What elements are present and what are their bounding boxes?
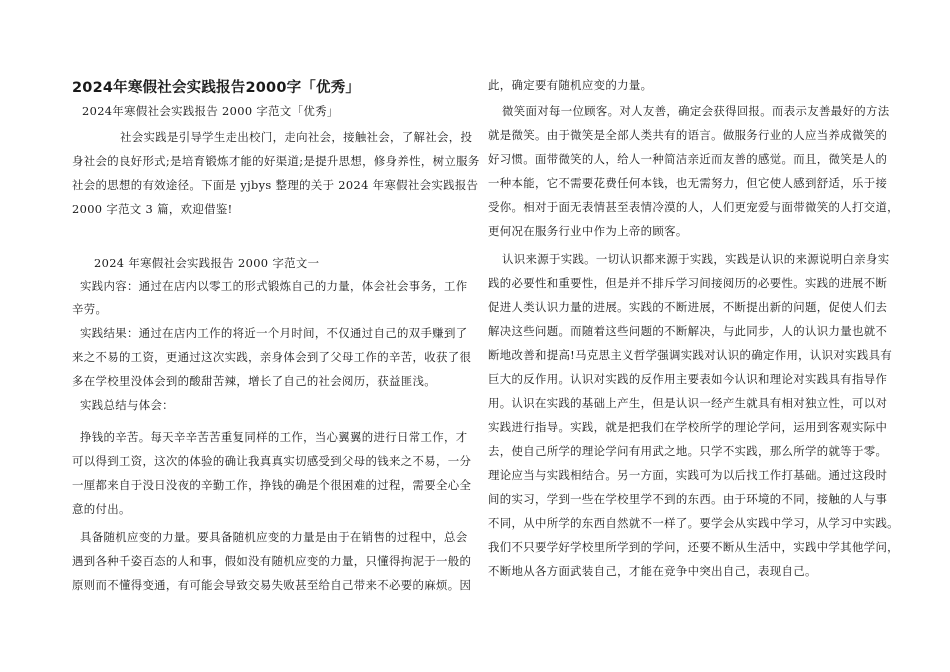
left-column-text-line: 社会实践是引导学生走出校门，走向社会，接触社会，了解社会，投	[120, 130, 473, 144]
right-column-text-line: 践的必要性和重要性，但是并不排斥学习间接阅历的必要性。实践的进展不断	[488, 276, 888, 290]
right-column-text-line: 一种本能，它不需要花费任何本钱，也无需努力，但它使人感到舒适，乐于接	[488, 176, 888, 190]
right-column-text-line: 此，确定要有随机应变的力量。	[488, 78, 653, 92]
left-column-text-line: 挣钱的辛苦。每天辛辛苦苦重复同样的工作，当心翼翼的进行日常工作，才	[80, 430, 468, 444]
right-column-text-line: 微笑面对每一位顾客。对人友善，确定会获得回报。而表示友善最好的方法	[502, 104, 890, 118]
right-column-text-line: 用。认识在实践的基础上产生，但是认识一经产生就具有相对独立性，可以对	[488, 396, 888, 410]
left-column-text-line: 原则而不懂得变通，有可能会导致交易失败甚至给自己带来不必要的麻烦。因	[72, 578, 472, 592]
right-column-text-line: 我们不只要学好学校里所学到的学问，还要不断从生活中，实践中学其他学问，	[488, 540, 899, 554]
left-column-text-line: 实践内容：通过在店内以零工的形式锻炼自己的力量，体会社会事务，工作	[80, 279, 468, 293]
left-column-text-line: 辛劳。	[72, 302, 108, 316]
left-column-text-line: 2024 年寒假社会实践报告 2000 字范文一	[94, 256, 320, 270]
left-column-text-line: 实践结果：通过在店内工作的将近一个月时间，不仅通过自己的双手赚到了	[80, 326, 468, 340]
right-column-text-line: 促进人类认识力量的进展。实践的不断进展，不断提出新的问题，促使人们去	[488, 300, 888, 314]
right-column-text-line: 好习惯。面带微笑的人，给人一种简洁亲近而友善的感觉。而且，微笑是人的	[488, 152, 888, 166]
left-column-text-line: 2024年寒假社会实践报告 2000 字范文「优秀」	[82, 104, 339, 118]
right-column-text-line: 去，使自己所学的理论学问有用武之地。只学不实践，那么所学的就等于零。	[488, 444, 888, 458]
right-column-text-line: 受你。相对于面无表情甚至表情冷漠的人，人们更宠爱与面带微笑的人打交道，	[488, 200, 899, 214]
right-column-text-line: 不同，从中所学的东西自然就不一样了。要学会从实践中学习，从学习中实践。	[488, 516, 899, 530]
left-column-text-line: 意的付出。	[72, 502, 131, 516]
left-column-text-line: 社会的思想的有效途径。下面是 yjbys 整理的关于 2024 年寒假社会实践报告	[72, 178, 479, 192]
left-column-text-line: 实践总结与体会：	[80, 398, 174, 412]
right-column-text-line: 就是微笑。由于微笑是全部人类共有的语言。做服务行业的人应当养成微笑的	[488, 128, 888, 142]
left-column-text-line: 遇到各种千姿百态的人和事，假如没有随机应变的力量，只懂得拘泥于一般的	[72, 554, 472, 568]
left-column-text-line: 可以得到工资，这次的体验的确让我真真实切感受到父母的钱来之不易，一分	[72, 454, 472, 468]
right-column-text-line: 不断地从各方面武装自己，才能在竞争中突出自己，表现自己。	[488, 564, 817, 578]
left-column-text-line: 具备随机应变的力量。要具备随机应变的力量是由于在销售的过程中，总会	[80, 530, 468, 544]
left-column-text-line: 一厘都来自于没日没夜的辛勤工作，挣钱的确是个很困难的过程，需要全心全	[72, 478, 472, 492]
right-column-text-line: 间的实习，学到一些在学校里学不到的东西。由于环境的不同，接触的人与事	[488, 492, 888, 506]
left-column-text-line: 身社会的良好形式;是培育锻炼才能的好渠道;是提升思想，修身养性，树立服务	[72, 154, 480, 168]
right-column-text-line: 理论应当与实践相结合。另一方面，实践可为以后找工作打基础。通过这段时	[488, 468, 888, 482]
right-column-text-line: 实践进行指导。实践，就是把我们在学校所学的理论学问，运用到客观实际中	[488, 420, 888, 434]
document-title: 2024年寒假社会实践报告2000字「优秀」	[72, 80, 361, 96]
right-column-text-line: 断地改善和提高!马克思主义哲学强调实践对认识的确定作用，认识对实践具有	[488, 348, 893, 362]
left-column-text-line: 来之不易的工资，更通过这次实践，亲身体会到了父母工作的辛苦，收获了很	[72, 350, 472, 364]
right-column-text-line: 巨大的反作用。认识对实践的反作用主要表如今认识和理论对实践具有指导作	[488, 372, 888, 386]
left-column-text-line: 2000 字范文 3 篇，欢迎借鉴!	[72, 202, 233, 216]
right-column-text-line: 解决这些问题。而随着这些问题的不断解决，与此同步，人的认识力量也就不	[488, 324, 888, 338]
right-column-text-line: 更何况在服务行业中作为上帝的顾客。	[488, 224, 688, 238]
right-column-text-line: 认识来源于实践。一切认识都来源于实践，实践是认识的来源说明白亲身实	[502, 252, 890, 266]
left-column-text-line: 多在学校里没体会到的酸甜苦辣，增长了自己的社会阅历，获益匪浅。	[72, 374, 436, 388]
